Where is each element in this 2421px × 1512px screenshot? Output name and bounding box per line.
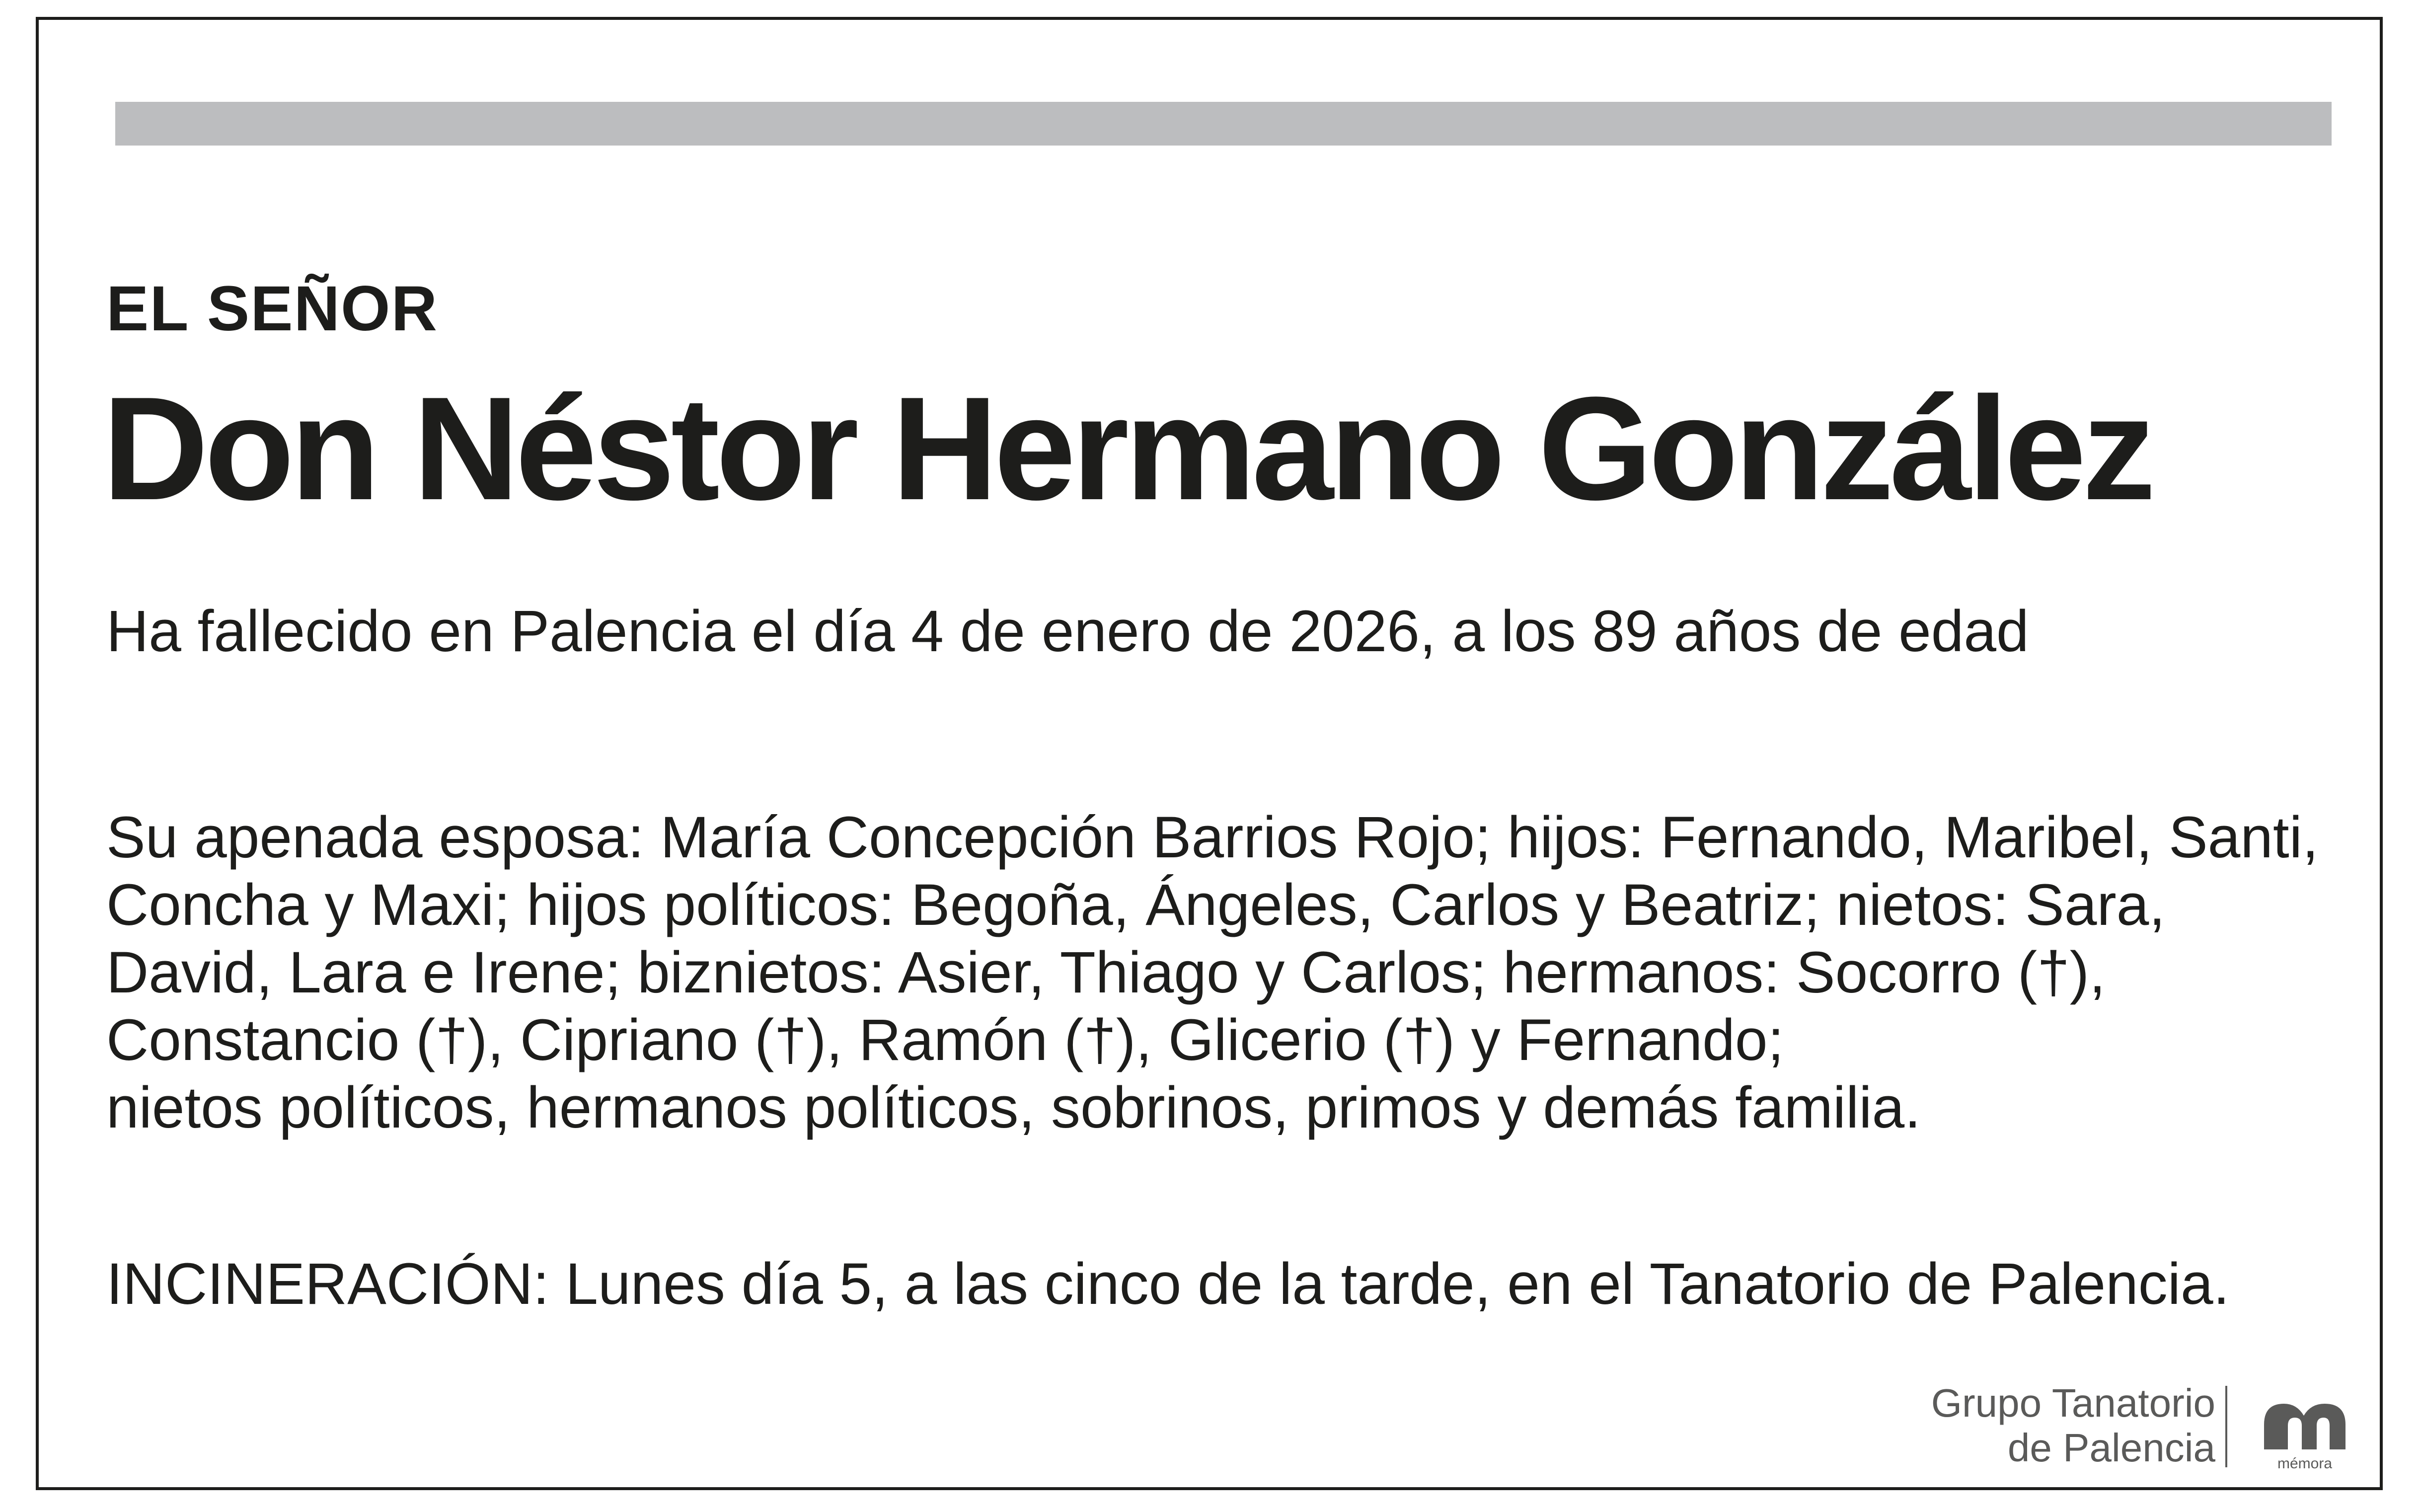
- company-name-line2: de Palencia: [2007, 1426, 2215, 1470]
- family-line: nietos políticos, hermanos políticos, sobrinos, primos y demás familia.: [106, 1075, 1921, 1140]
- family-line: Constancio (†), Cipriano (†), Ramón (†), Glicerio (†) y Fernando;: [106, 1007, 1784, 1073]
- honorific: EL SEÑOR: [106, 273, 438, 344]
- family-line: Su apenada esposa: María Concepción Barrios Rojo; hijos: Fernando, Maribel, Santi,: [106, 805, 2319, 870]
- family-line: Concha y Maxi; hijos políticos: Begoña, Ángeles, Carlos y Beatriz; nietos: Sara,: [106, 872, 2166, 938]
- deceased-name: Don Néstor Hermano González: [102, 366, 2152, 530]
- death-notice-line: Ha fallecido en Palencia el día 4 de enero de 2026, a los 89 años de edad: [106, 599, 2029, 664]
- header-bar: [115, 102, 2332, 146]
- funeral-home-logo: [1878, 1376, 2364, 1475]
- ceremony-details: INCINERACIÓN: Lunes día 5, a las cinco de la tarde, en el Tanatorio de Palencia.: [106, 1251, 2230, 1317]
- family-line: David, Lara e Irene; biznietos: Asier, Thiago y Carlos; hermanos: Socorro (†),: [106, 940, 2106, 1005]
- logo-divider: [2225, 1386, 2227, 1467]
- company-name-line1: Grupo Tanatorio: [1931, 1381, 2215, 1425]
- family-list: [106, 804, 2342, 1141]
- brand-label: mémora: [2277, 1455, 2333, 1472]
- company-name: [1931, 1381, 2215, 1470]
- memora-m-logo-icon: [2255, 1390, 2354, 1474]
